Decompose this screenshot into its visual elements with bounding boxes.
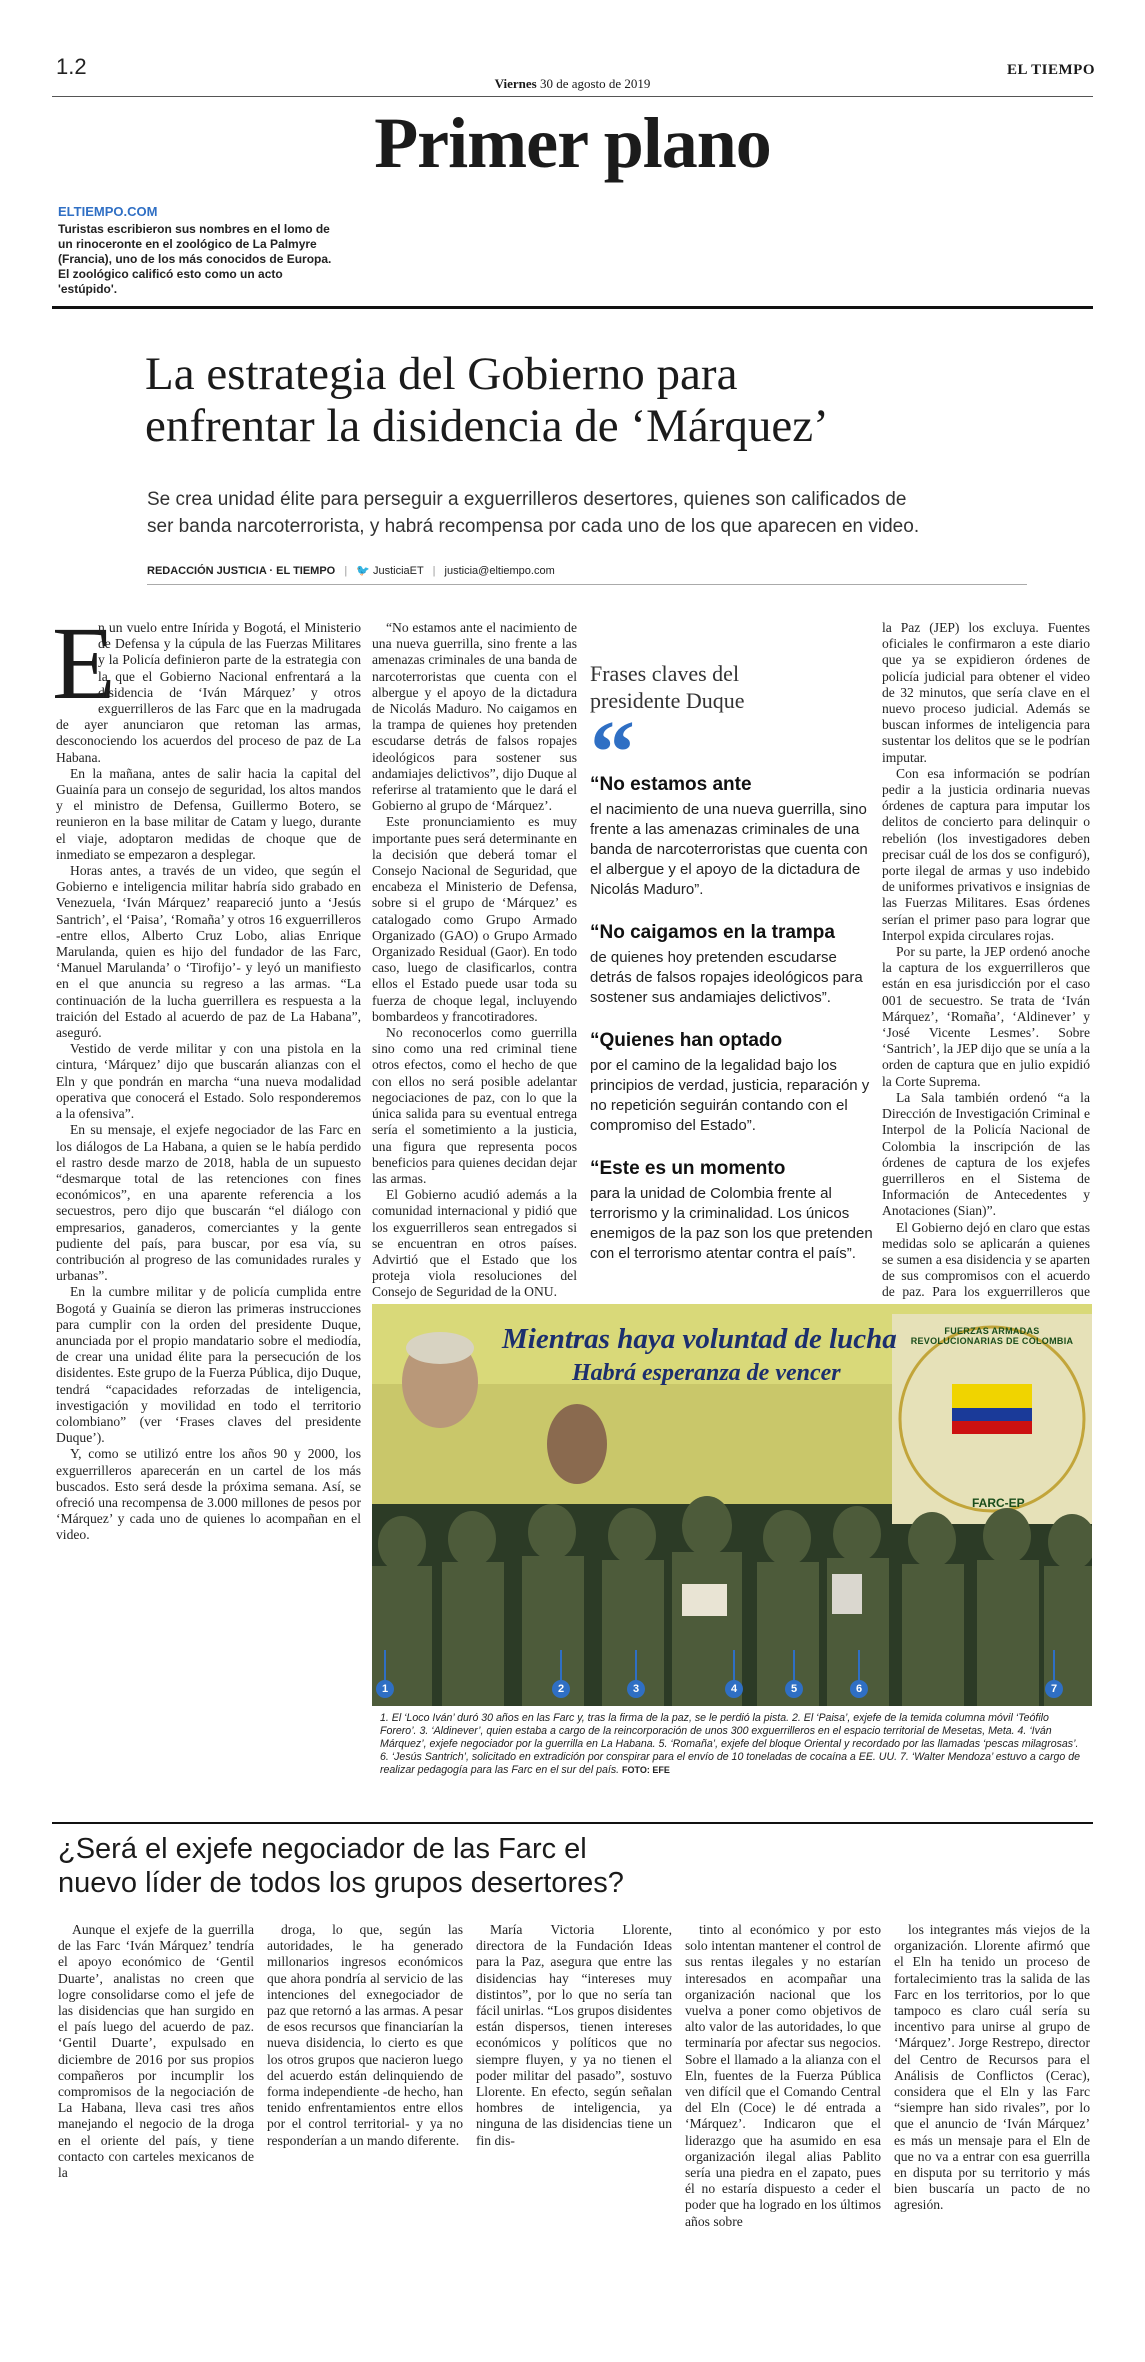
paragraph: Con esa información se podrían pedir a la justicia ordinaria nuevas órdenes de captura para imputar los delitos de concierto para delinquir o rebelión (los investigadores deben precisar cuál de los dos se configuró), porte ilegal de armas y uso indebido de uniformes privativos e insignias de las Fuerzas Militares. Esas órdenes serían el primer paso para lograr que Interpol expida circulares rojas. (882, 765, 1090, 943)
paragraph: En la cumbre militar y de policía cumplida entre Bogotá y Guainía se dieron las primeras instrucciones para cumplir con la orden del presidente Duque, anunciada por el propio mandatario sobre el mediodía, de crear una unidad élite para la persecución de los disidentes. Este grupo de la Fuerza Pública, dijo Duque, tendrá “capacidades reforzadas de inteligencia, investigación y movilidad en todo el territorio colombiano” (ver ‘Frases claves del presidente Duque’). (56, 1284, 361, 1446)
quote-head: “Quienes han optado (590, 1030, 783, 1051)
deck (147, 486, 919, 540)
date-line (0, 76, 1145, 92)
section-rule (52, 306, 1093, 309)
paragraph: la Paz (JEP) los excluya. Fuentes oficiales le confirmaron a este diario que ya se expidieron órdenes de policía judicial para obtener el video de 32 minutos, que sería clave en el nuevo proceso judicial. Además se buscan informes de inteligencia para sustentar los delitos que se le podrían imputar. (882, 620, 1090, 765)
twitter-icon: 🐦 (356, 565, 370, 577)
quote-body: de quienes hoy pretenden escudarse detrás de falsos ropajes ideológicos para sostener sus andamiajes delictivos”. (590, 949, 863, 1006)
quotes-title-line-1: Frases claves del (590, 661, 740, 686)
caption-text: 1. El ‘Loco Iván’ duró 30 años en las Farc y, tras la firma de la paz, se le perdió la pista. 2. El ‘Paisa’, exjefe de la temida columna móvil ‘Teófilo Forero’. 3. ‘Aldinever’, quien estaba a cargo de la reincorporación de unos 300 exguerrilleros en el espacio territorial de Mesetas, Meta. 4. ‘Iván Márquez’, exjefe negociador por la guerrilla en La Habana. 5. ‘Romaña’, exjefe del bloque Oriental y recordado por las llamadas ‘pescas milagrosas’. 6. ‘Jesús Santrich’, solicitado en extradición por conspirar para el envío de 10 toneladas de cocaína a EE. UU. 7. ‘Walter Mendoza’ estuvo a cargo de realizar pedagogía para las Farc en el sur del país. (380, 1712, 1080, 1776)
paragraph: La Sala también ordenó “a la Dirección de Investigación Criminal e Interpol de la Policía Nacional de Colombia la inscripción de las órdenes de captura de los exjefes guerrilleros en el Sistema de Información de Antecedentes y Anotaciones (Sian)”. (882, 1089, 1090, 1219)
paragraph: Por su parte, la JEP ordenó anoche la captura de los exguerrilleros que están en esa jurisdicción por el caso 001 de secuestro. Se trata de ‘Iván Márquez’, ‘Romaña’, ‘Aldinever’ y ‘José Vicente Lesmes’. Sobre ‘Santrich’, la JEP dijo que se unía a la orden de captura que en julio expidió la Corte Suprema. (882, 944, 1090, 1089)
paragraph: Y, como se utilizó entre los años 90 y 2000, los exguerrilleros aparecerán en un cartel de los más buscados. Esto será desde la próxima semana. Así, se ofreció una recompensa de 3.000 millones de pesos por ‘Márquez’ y cada uno de quienes lo acompañan en el video. (56, 1446, 361, 1543)
quote-head: “No estamos ante (590, 774, 752, 795)
second-headline-line-2: nuevo líder de todos los grupos desertores? (58, 1867, 624, 1899)
paragraph: El Gobierno dejó en claro que estas medidas solo se aplicarán a quienes se sumen a esa disidencia y se aparten de sus compromisos con el acuerdo de paz. Para los exguerrilleros que (882, 1219, 1090, 1300)
headline (145, 348, 829, 452)
byline-separator: | (344, 565, 348, 577)
byline-bar (147, 564, 555, 577)
second-article-rule (52, 1822, 1093, 1824)
paragraph: n un vuelo entre Inírida y Bogotá, el Ministerio de Defensa y la cúpula de las Fuerzas Militares y la Policía definieron parte de la estrategia con la que el Gobierno Nacional enfrentará a la disidencia de ‘Iván Márquez’ y otros exguerrilleros de las Farc que en la madrugada de ayer anunciaron que retoman las armas, desconociendo los acuerdos del proceso de paz de La Habana. (56, 620, 361, 765)
paragraph: El Gobierno acudió además a la comunidad internacional y pidió que los exguerrilleros sean entregados si se encuentran en otros países. Advirtió que el Estado que los proteja viola resoluciones del Consejo de Seguridad de la ONU. (372, 1187, 577, 1300)
second-headline-line-1: ¿Será el exjefe negociador de las Farc el (58, 1833, 587, 1865)
marker-1: 1 (376, 1680, 394, 1698)
quotes-box (590, 660, 875, 1286)
bolivar-portrait (547, 1404, 607, 1484)
byline-rule (147, 584, 1027, 585)
quote-head: “Este es un momento (590, 1158, 786, 1179)
paragraph: En su mensaje, el exjefe negociador de las Farc en los diálogos de La Habana, a quien se le había perdido el rastro desde marzo de 2018, habla de un supuesto “desmarque total de las retenciones con fines económicos”, en una aparente referencia a los secuestros, pero dijo que buscarán “el diálogo con empresarios, ganaderos, comerciantes y la gente pudiente del país, para buscar, por esa vía, su contribución al progreso de las comunidades rurales y urbanas”. (56, 1122, 361, 1284)
section-title: Primer plano (374, 103, 771, 183)
flag-short: FARC-EP (972, 1496, 1025, 1510)
photo (372, 1304, 1092, 1706)
deck-line-2: ser banda narcoterrorista, y habrá recompensa por cada uno de los que aparecen en video. (147, 516, 920, 537)
flag-text: FUERZAS ARMADAS REVOLUCIONARIAS DE COLOMBIA (910, 1326, 1074, 1346)
banner-line-2: Habrá esperanza de vencer (572, 1360, 841, 1386)
second-headline (58, 1832, 624, 1900)
quote-body: por el camino de la legalidad bajo los principios de verdad, justicia, reparación y no repetición seguirán contando con el compromiso del Estado”. (590, 1057, 870, 1134)
article-column-4 (882, 620, 1090, 1300)
marker-2: 2 (552, 1680, 570, 1698)
second-article-column: los integrantes más viejos de la organización. Llorente afirmó que el Eln ha tenido un proceso de fortalecimiento tras la salida de las Farc en los territorios, por lo que tampoco es claro cuál sería su incentivo para unirse al grupo de ‘Márquez’. Jorge Restrepo, director del Centro de Recursos para el Análisis de Conflictos (Cerac), considera que el Eln y las Farc “siempre han sido rivales”, por lo que el anuncio de ‘Iván Márquez’ es más un mensaje para el Eln de que no va a entrar con esa guerrilla en disputa por su territorio y más bien buscaría un pacto de no agresión. (894, 1922, 1090, 2213)
date-rest: 30 de agosto de 2019 (539, 76, 651, 91)
marker-3: 3 (627, 1680, 645, 1698)
quote-list (590, 774, 875, 1264)
second-article-column: Aunque el exjefe de la guerrilla de las Farc ‘Iván Márquez’ tendría el apoyo económico de ‘Gentil Duarte’, analistas no creen que logre consolidarse como el jefe de las disidencias que han surgido en el país luego del acuerdo de paz. ‘Gentil Duarte’, expulsado en diciembre de 2016 por sus propios compañeros por incumplir los compromisos de la negociación de La Habana, lleva casi tres años manejando el negocio de la droga en el oriente del país, y tiene contacto con carteles mexicanos de la (58, 1922, 254, 2181)
date-day: Viernes (494, 76, 537, 91)
email[interactable]: justicia@eltiempo.com (444, 565, 555, 577)
second-article-column: María Victoria Llorente, directora de la Fundación Ideas para la Paz, asegura que entre las disidencias hay “intereses muy distintos”, por lo que no sería tan fácil unirlas. “Los grupos disidentes están dispersos, tienen intereses económicos y políticos que no siempre fluyen, y ya no tienen el poder militar del pasado”, sostuvo Llorente. En efecto, según señalan hombres de inteligencia, ya ninguna de las disidencias tiene un fin dis- (476, 1922, 672, 2148)
banner-text (502, 1322, 897, 1390)
photo-credit: FOTO: EFE (622, 1765, 670, 1775)
twitter-handle[interactable]: JusticiaET (373, 565, 424, 577)
deck-line-1: Se crea unidad élite para perseguir a exguerrilleros desertores, quienes son calificados de (147, 489, 907, 510)
paragraph: No reconocerlos como guerrilla sino como una red criminal tiene otros efectos, como el hecho de que con ellos no será posible adelantar negociaciones de paz, con lo que la única salida para su eventual entrega sería el sometimiento a la justicia, una figura que representa pocos beneficios para quienes decidan dejar las armas. (372, 1025, 577, 1186)
marker-5: 5 (785, 1680, 803, 1698)
marker-4: 4 (725, 1680, 743, 1698)
banner-line-1: Mientras haya voluntad de lucha (502, 1323, 897, 1355)
article-column-2 (372, 620, 577, 1300)
paragraph: En la mañana, antes de salir hacia la capital del Guainía para un consejo de seguridad, los altos mandos y el ministro de Defensa, Guillermo Botero, se reunieron en la base militar de Catam y luego, durante el viaje, adoptaron medidas de choque que de inmediato se empezaron a desplegar. (56, 765, 361, 862)
drop-cap: E (52, 606, 116, 721)
headline-line-2: enfrentar la disidencia de ‘Márquez’ (145, 400, 829, 452)
paragraph: Este pronunciamiento es muy importante pues será determinante en la decisión que deberá tomar el Consejo Nacional de Seguridad, que encabeza el Ministerio de Defensa, sobre si el grupo de ‘Márquez’ es catalogado como Grupo Armado Organizado (GAO) o Grupo Armado Organizado Residual (Gaor). En todo caso, luego de clasificarlos, contra ellos el Estado puede usar toda su fuerza de choque legal, incluyendo bombardeos y francotiradores. (372, 814, 577, 1024)
quote-head: “No caigamos en la trampa (590, 922, 835, 943)
quote-mark-icon: “ (590, 703, 635, 802)
second-article-column: droga, lo que, según las autoridades, le ha generado millonarios ingresos económicos que ahora pondría al servicio de las intenciones del exnegociador de paz que retornó a las armas. A pesar de esos recursos que financiarían la nueva disidencia, lo cierto es que los otros grupos que nacieron luego del acuerdo están delinquiendo de forma independiente -de hecho, han tenido enfrentamientos entre ellos por el control territorial- y ya no responderían a un mando diferente. (267, 1922, 463, 2148)
brand-logo: EL TIEMPO (1007, 62, 1095, 78)
page-number: 1.2 (56, 54, 87, 79)
marker-6: 6 (850, 1680, 868, 1698)
quote-body: el nacimiento de una nueva guerrilla, sino frente a las amenazas criminales de una banda de narcoterroristas que cuenta con el albergue y el apoyo de la dictadura de Nicolás Maduro”. (590, 801, 868, 898)
brief-site[interactable]: ELTIEMPO.COM (58, 204, 158, 219)
headline-line-1: La estrategia del Gobierno para (145, 348, 738, 400)
second-article-body (58, 1922, 1090, 2252)
quotes-title-line-2: presidente Duque (590, 688, 745, 713)
paragraph: “No estamos ante el nacimiento de una nueva guerrilla, sino frente a las amenazas criminales de una banda de narcoterroristas que cuenta con el albergue y el apoyo de la dictadura de Nicolás Maduro. No caigamos en la trampa de quienes hoy pretenden escudarse detrás de falsos ropajes ideológicos para sostener sus andamiajes delictivos”, dijo Duque al referirse al tratamiento que le dará el Gobierno al grupo de ‘Márquez’. (372, 620, 577, 814)
photo-caption (380, 1712, 1088, 1777)
header-rule (52, 96, 1093, 97)
dropcap-spacer (56, 620, 98, 716)
byline-separator-2: | (432, 565, 436, 577)
byline: REDACCIÓN JUSTICIA · EL TIEMPO (147, 565, 336, 577)
paragraph: Horas antes, a través de un video, que según el Gobierno e inteligencia militar habría sido grabado en Venezuela, ‘Iván Márquez’ reapareció junto a ‘Jesús Santrich’, el ‘Paisa’, ‘Romaña’ y otros 16 exguerrilleros -entre ellos, Alberto Cruz Lobo, alias Enrique Marulanda, quien es hijo del fundador de las Farc, ‘Manuel Marulanda’ o ‘Tirofijo’- y leyó un manifiesto en el que anuncia su regreso a las armas. “La continuación de la lucha guerrillera es respuesta a la traición del Estado al acuerdo de paz de La Habana”, aseguró. (56, 863, 361, 1041)
marker-7: 7 (1045, 1680, 1063, 1698)
second-article-column: tinto al económico y por esto solo intentan mantener el control de sus rentas ilegales y no estarían interesados en acompañar una organización nacional que los vuelva a poner como objetivos de alto valor de las autoridades, lo que terminaría por afectar sus negocios. Sobre el llamado a la alianza con el Eln, fuentes de la Fuerza Pública ven difícil que el Comando Central del Eln (Coce) le dé entrada a ‘Márquez’. Indicaron que el liderazgo que ha asumido en esa organización ilegal alias Pablito sería una piedra en el zapato, pues él no estaría dispuesto a ceder el poder que ha logrado en los últimos años sobre (685, 1922, 881, 2229)
brief-text: Turistas escribieron sus nombres en el lomo de un rinoceronte en el zoológico de La Palmyre (Francia), uno de los más conocidos de Europa. El zoológico calificó esto como un acto 'estúpido'. (58, 222, 332, 296)
article-column-1 (56, 620, 361, 1815)
quote-body: para la unidad de Colombia frente al terrorismo y la criminalidad. Los únicos enemigos de la paz son los que pretenden con el terrorismo atentar contra el país”. (590, 1185, 873, 1262)
paragraph: Vestido de verde militar y con una pistola en la cintura, ‘Márquez’ dijo que buscarán alianzas con el Eln y que pondrán en marcha “una nueva modalidad operativa que conocerá el Estado. Solo responderemos a la ofensiva”. (56, 1041, 361, 1122)
